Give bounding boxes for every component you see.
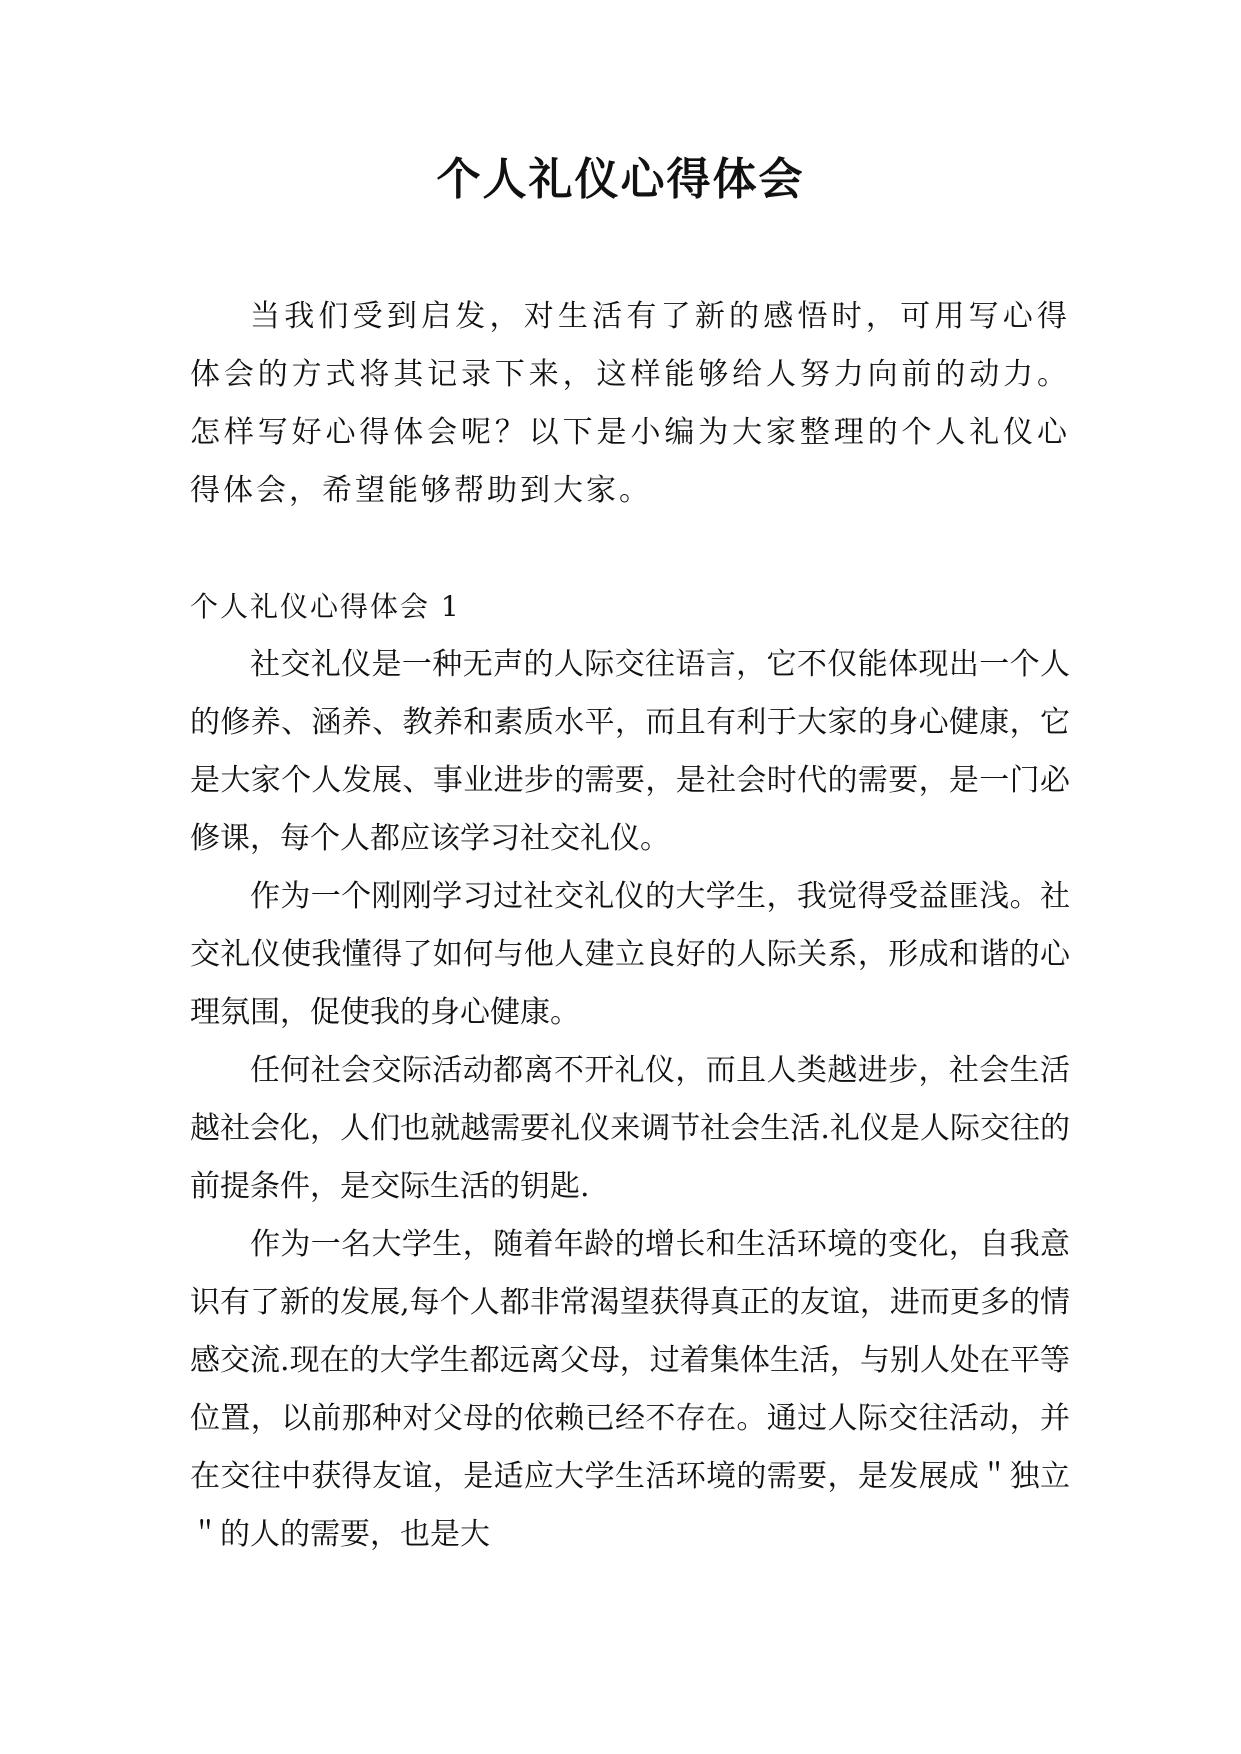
body-paragraph-3: 任何社会交际活动都离不开礼仪，而且人类越进步，社会生活越社会化，人们也就越需要礼仪来调节社会生活.礼仪是人际交往的前提条件，是交际生活的钥匙. [190, 1053, 1070, 1204]
body-paragraph-2: 作为一个刚刚学习过社交礼仪的大学生，我觉得受益匪浅。社交礼仪使我懂得了如何与他人建立良好的人际关系，形成和谐的心理氛围，促使我的身心健康。 [190, 879, 1070, 1030]
intro-paragraph: 当我们受到启发，对生活有了新的感悟时，可用写心得体会的方式将其记录下来，这样能够给人努力向前的动力。怎样写好心得体会呢？以下是小编为大家整理的个人礼仪心得体会，希望能够帮助到大家。 [190, 299, 1070, 508]
document-body [190, 288, 1070, 1564]
body-paragraph-1: 社交礼仪是一种无声的人际交往语言，它不仅能体现出一个人的修养、涵养、教养和素质水平，而且有利于大家的身心健康，它是大家个人发展、事业进步的需要，是社会时代的需要，是一门必修课，每个人都应该学习社交礼仪。 [190, 647, 1070, 856]
document-title: 个人礼仪心得体会 [436, 154, 805, 205]
body-paragraph-4: 作为一名大学生，随着年龄的增长和生活环境的变化，自我意识有了新的发展,每个人都非常渴望获得真正的友谊，进而更多的情感交流.现在的大学生都远离父母，过着集体生活，与别人处在平等位置，以前那种对父母的依赖已经不存在。通过人际交往活动，并在交往中获得友谊，是适应大学生活环境的需要，是发展成＂独立＂的人的需要，也是大 [190, 1227, 1070, 1552]
paragraph-gap [190, 520, 1070, 578]
section-heading: 个人礼仪心得体会 1 [190, 590, 461, 623]
